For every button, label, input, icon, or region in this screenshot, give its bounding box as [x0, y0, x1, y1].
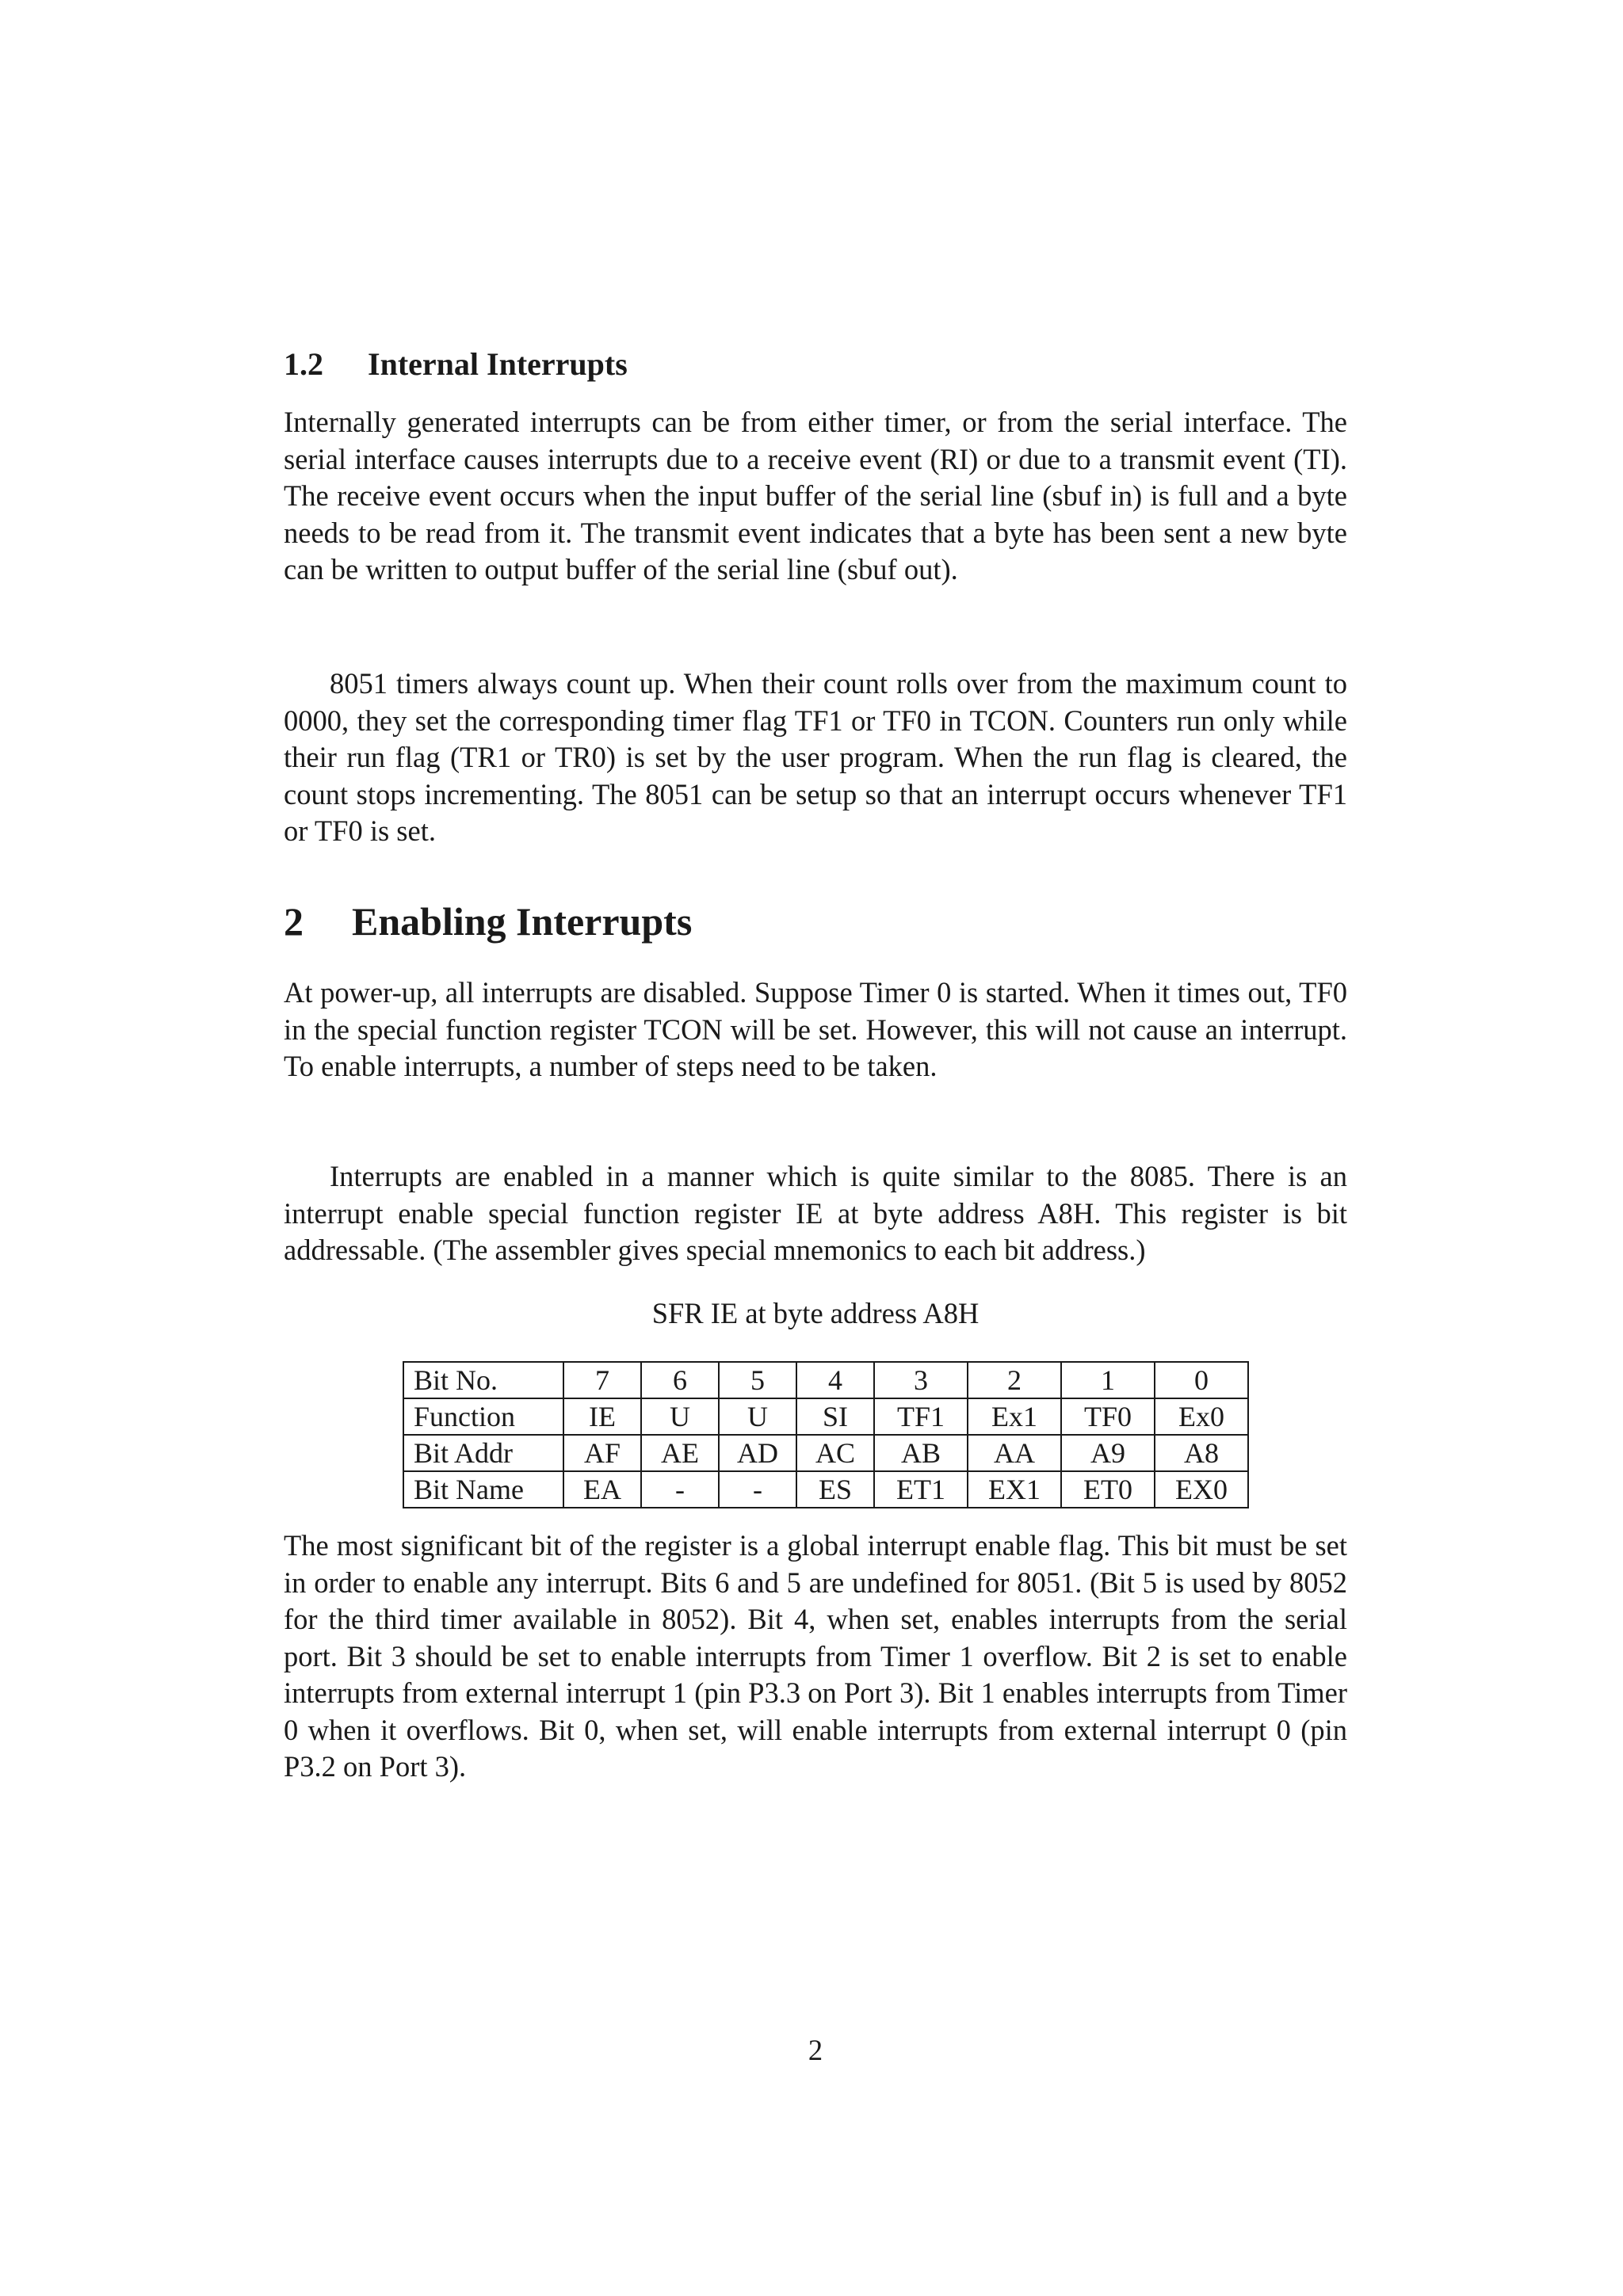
table-cell: -	[719, 1471, 796, 1508]
table-cell: AC	[796, 1435, 874, 1471]
table-cell: AB	[874, 1435, 968, 1471]
table-cell: AE	[641, 1435, 719, 1471]
table-cell: -	[641, 1471, 719, 1508]
table-cell: A8	[1155, 1435, 1248, 1471]
row-label: Bit No.	[403, 1362, 563, 1398]
table-cell: ET0	[1061, 1471, 1155, 1508]
table-cell: EX1	[968, 1471, 1061, 1508]
table-cell: Ex1	[968, 1398, 1061, 1435]
row-label: Bit Addr	[403, 1435, 563, 1471]
table-cell: ET1	[874, 1471, 968, 1508]
table-row	[403, 1362, 1248, 1398]
table-cell: 6	[641, 1362, 719, 1398]
table-cell: 4	[796, 1362, 874, 1398]
table-cell: 7	[563, 1362, 641, 1398]
paragraph-power-up: At power-up, all interrupts are disabled. Suppose Timer 0 is started. When it times out, TF0 in the special function register TCON will be set. However, this will not cause an interrupt. To enable interrupts, a number of steps need to be taken.	[284, 976, 1347, 1082]
subsection-heading	[284, 345, 628, 383]
table-cell: A9	[1061, 1435, 1155, 1471]
section-title: Enabling Interrupts	[352, 899, 693, 944]
table-cell: AD	[719, 1435, 796, 1471]
paragraph-timers: 8051 timers always count up. When their count rolls over from the maximum count to 0000, they set the corresponding timer flag TF1 or TF0 in TCON. Counters run only while their run flag (TR1 or TR0) is set by the user program. When the run flag is cleared, the count stops incrementing. The 8051 can be setup so that an interrupt occurs whenever TF1 or TF0 is set.	[284, 667, 1347, 847]
table-row	[403, 1471, 1248, 1508]
subsection-number: 1.2	[284, 346, 323, 382]
table-cell: TF0	[1061, 1398, 1155, 1435]
table-cell: 1	[1061, 1362, 1155, 1398]
table-cell: U	[641, 1398, 719, 1435]
paragraph-ie-register: Interrupts are enabled in a manner which is quite similar to the 8085. There is an interrupt enable special function register IE at byte address A8H. This register is bit addressable. (The assembler gives special mnemonics to each bit address.)	[284, 1160, 1347, 1266]
section-heading	[284, 898, 692, 944]
paragraph-bit-descriptions: The most significant bit of the register is a global interrupt enable flag. This bit must be set in order to enable any interrupt. Bits 6 and 5 are undefined for 8051. (Bit 5 is used by 8052 for the third timer available in 8052). Bit 4, when set, enables interrupts from the serial port. Bit 3 should be set to enable interrupts from Timer 1 overflow. Bit 2 is set to enable interrupts from external interrupt 1 (pin P3.3 on Port 3). Bit 1 enables interrupts from Timer 0 when it overflows. Bit 0, when set, will enable interrupts from external interrupt 0 (pin P3.2 on Port 3).	[284, 1529, 1347, 1783]
table-cell: 0	[1155, 1362, 1248, 1398]
table-cell: AF	[563, 1435, 641, 1471]
row-label: Function	[403, 1398, 563, 1435]
table-row	[403, 1398, 1248, 1435]
table-cell: SI	[796, 1398, 874, 1435]
table-caption: SFR IE at byte address A8H	[651, 1297, 980, 1329]
table-cell: AA	[968, 1435, 1061, 1471]
table-row	[403, 1435, 1248, 1471]
table-cell: IE	[563, 1398, 641, 1435]
table-cell: ES	[796, 1471, 874, 1508]
table-cell: U	[719, 1398, 796, 1435]
table-cell: 5	[719, 1362, 796, 1398]
subsection-title: Internal Interrupts	[368, 346, 628, 382]
page-number: 2	[808, 2034, 823, 2066]
table-cell: EX0	[1155, 1471, 1248, 1508]
table-cell: 3	[874, 1362, 968, 1398]
table-cell: EA	[563, 1471, 641, 1508]
table-cell: Ex0	[1155, 1398, 1248, 1435]
table-cell: 2	[968, 1362, 1061, 1398]
ie-register-table	[403, 1361, 1249, 1508]
paragraph-internal-interrupts: Internally generated interrupts can be from either timer, or from the serial interface. The serial interface causes interrupts due to a receive event (RI) or due to a transmit event (TI). The receive event occurs when the input buffer of the serial line (sbuf in) is full and a byte needs to be read from it. The transmit event indicates that a byte has been sent a new byte can be written to output buffer of the serial line (sbuf out).	[284, 406, 1347, 585]
row-label: Bit Name	[403, 1471, 563, 1508]
table-cell: TF1	[874, 1398, 968, 1435]
section-number: 2	[284, 899, 304, 944]
